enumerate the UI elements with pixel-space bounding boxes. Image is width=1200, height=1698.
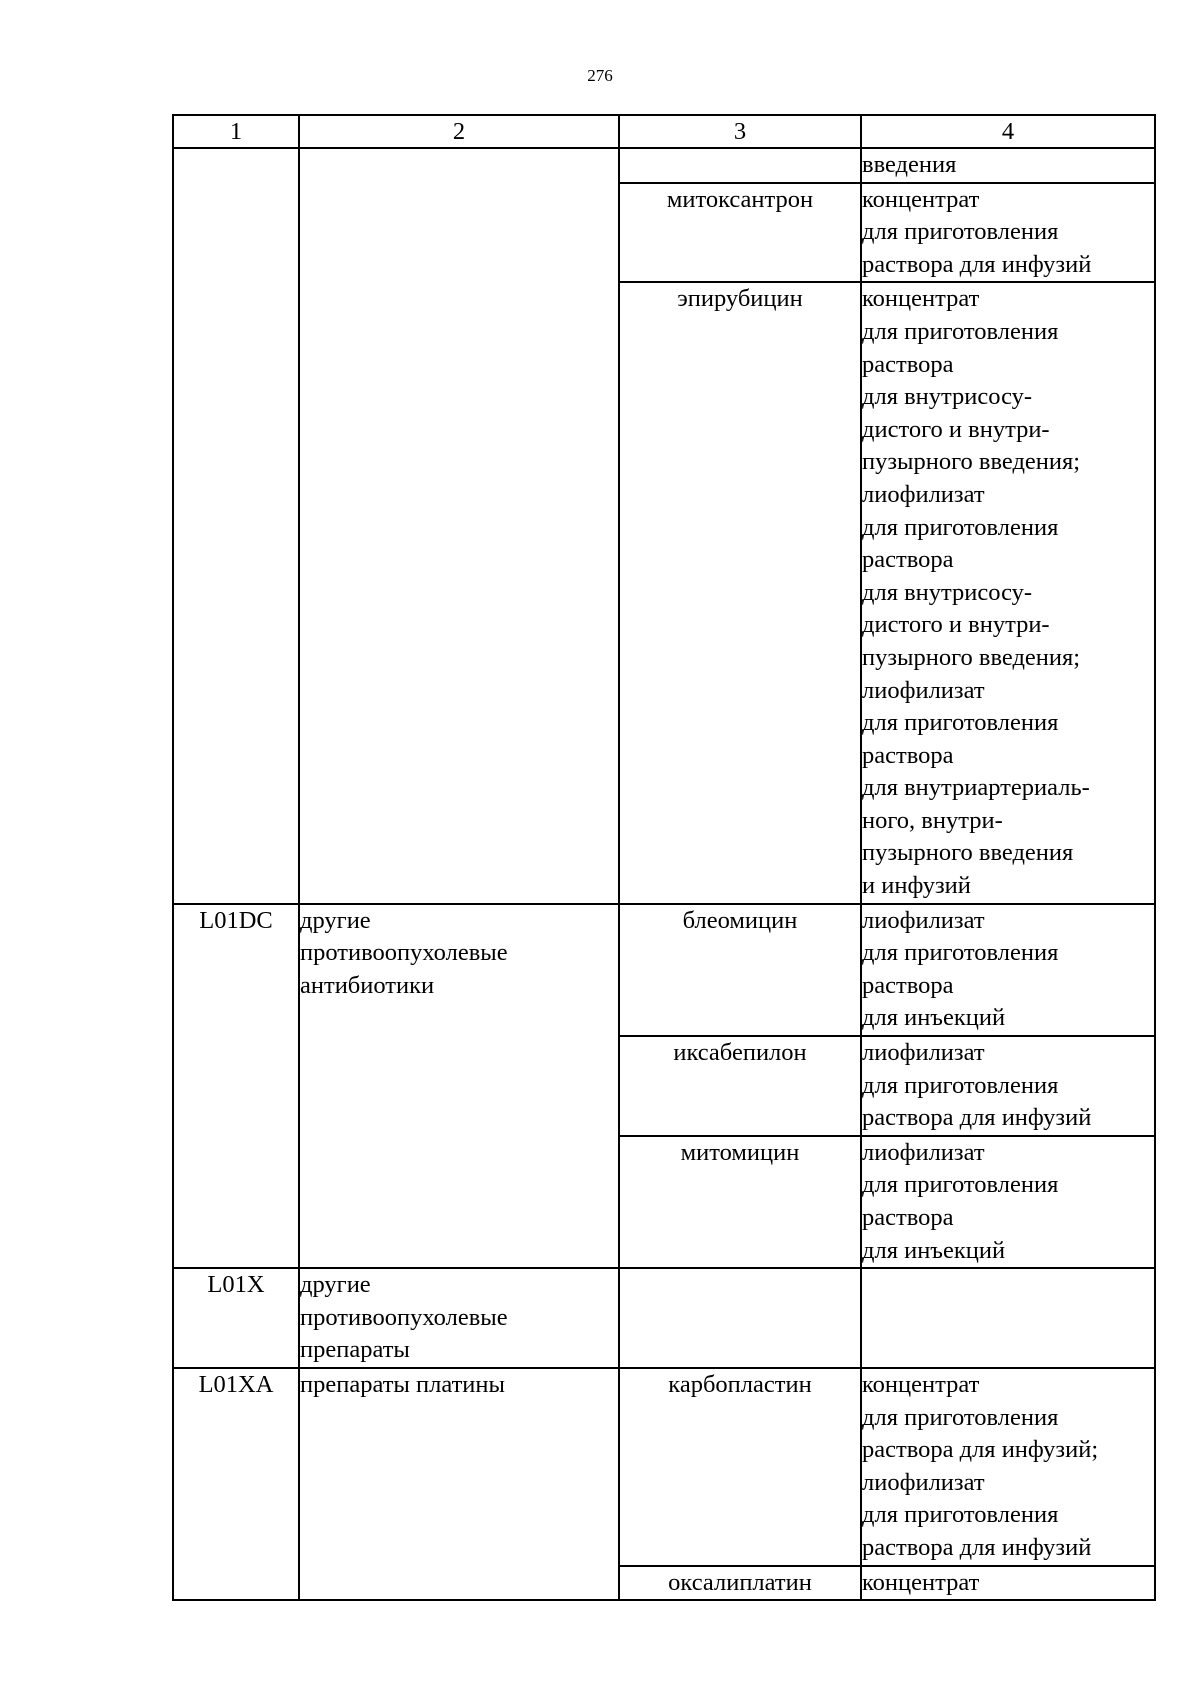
drug-name-cell: карбопластин bbox=[619, 1368, 861, 1566]
drug-table bbox=[172, 114, 1156, 1601]
dosage-form-cell: лиофилизат для приготовления раствора для инфузий bbox=[861, 1036, 1155, 1136]
group-name-cell: другие противоопухолевые антибиотики bbox=[299, 904, 619, 1269]
dosage-form-cell: концентрат для приготовления раствора для внутрисосу- дистого и внутри- пузырного введения; лиофилизат для приготовления раствора для внутрисосу- дистого и внутри- пузырного введения; лиофилизат для приготовления раствора для внутриартериаль- ного, внутри- пузырного введения и инфузий bbox=[861, 282, 1155, 903]
dosage-form-cell bbox=[861, 1268, 1155, 1368]
drug-name-cell: иксабепилон bbox=[619, 1036, 861, 1136]
dosage-form-cell: концентрат для приготовления раствора для инфузий; лиофилизат для приготовления раствора для инфузий bbox=[861, 1368, 1155, 1566]
table-row bbox=[173, 1368, 1155, 1566]
header-col-2: 2 bbox=[299, 115, 619, 148]
atc-code-cell: L01XA bbox=[173, 1368, 299, 1600]
header-row bbox=[173, 115, 1155, 148]
dosage-form-cell: концентрат bbox=[861, 1566, 1155, 1601]
group-name-cell: препараты платины bbox=[299, 1368, 619, 1600]
header-col-1: 1 bbox=[173, 115, 299, 148]
header-col-3: 3 bbox=[619, 115, 861, 148]
drug-name-cell: блеомицин bbox=[619, 904, 861, 1036]
dosage-form-cell: лиофилизат для приготовления раствора для инъекций bbox=[861, 1136, 1155, 1268]
drug-name-cell: оксалиплатин bbox=[619, 1566, 861, 1601]
table-row bbox=[173, 904, 1155, 1036]
dosage-form-cell: лиофилизат для приготовления раствора для инъекций bbox=[861, 904, 1155, 1036]
dosage-form-cell: введения bbox=[861, 148, 1155, 183]
atc-code-cell bbox=[173, 148, 299, 904]
dosage-form-cell: концентрат для приготовления раствора для инфузий bbox=[861, 183, 1155, 283]
drug-name-cell bbox=[619, 1268, 861, 1368]
drug-name-cell: митоксантрон bbox=[619, 183, 861, 283]
group-name-cell: другие противоопухолевые препараты bbox=[299, 1268, 619, 1368]
drug-name-cell: эпирубицин bbox=[619, 282, 861, 903]
page-number: 276 bbox=[587, 66, 613, 85]
atc-code-cell: L01X bbox=[173, 1268, 299, 1368]
atc-code-cell: L01DC bbox=[173, 904, 299, 1269]
drug-name-cell: митомицин bbox=[619, 1136, 861, 1268]
drug-name-cell bbox=[619, 148, 861, 183]
table-row bbox=[173, 148, 1155, 183]
group-name-cell bbox=[299, 148, 619, 904]
table-row bbox=[173, 1268, 1155, 1368]
header-col-4: 4 bbox=[861, 115, 1155, 148]
